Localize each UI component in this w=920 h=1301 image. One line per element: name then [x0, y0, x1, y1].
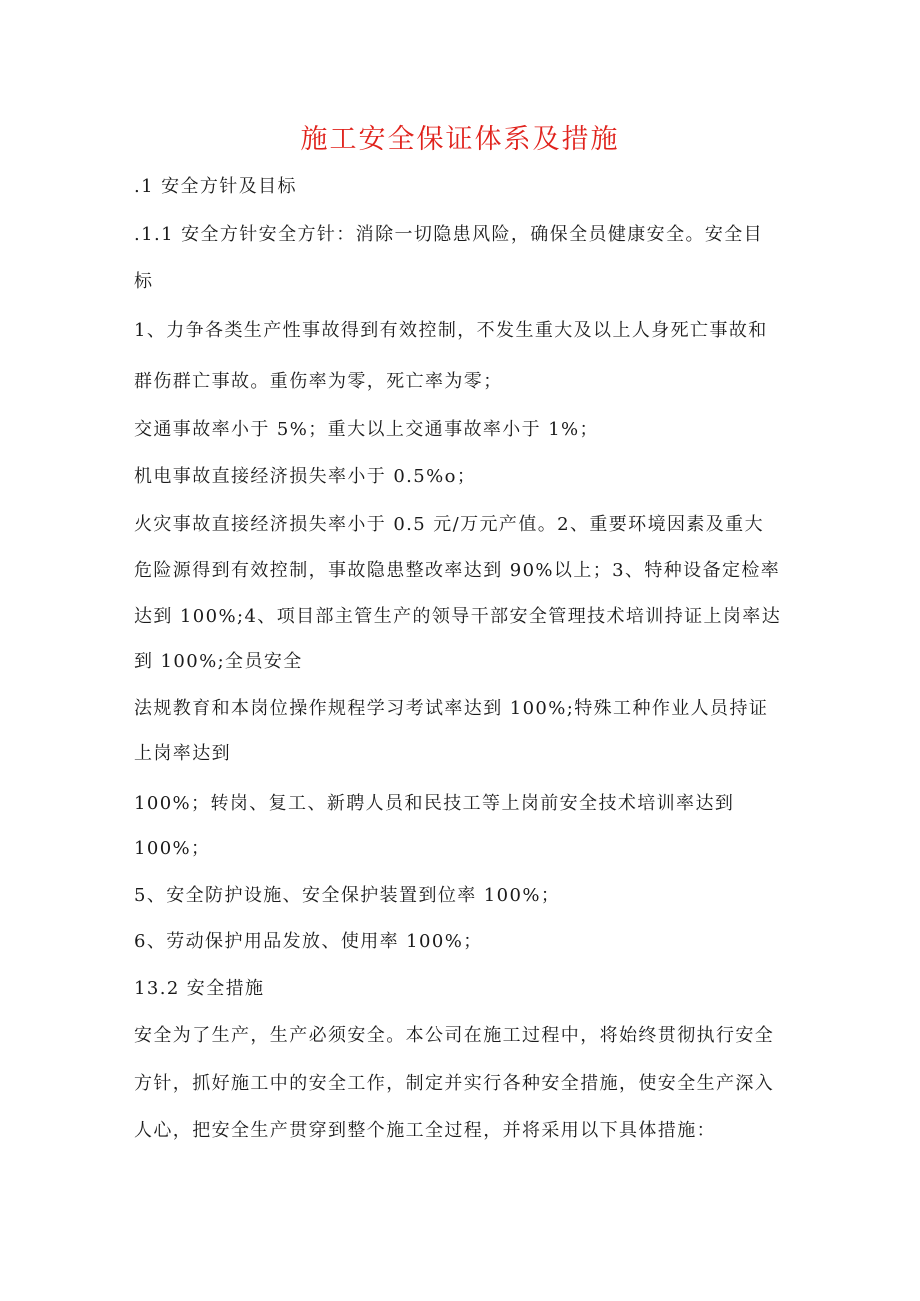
text-line: 人心，把安全生产贯穿到整个施工全过程，并将采用以下具体措施：: [134, 1120, 716, 1141]
text-line: 安全为了生产，生产必须安全。本公司在施工过程中，将始终贯彻执行安全: [134, 1025, 775, 1046]
text-line: 达到 100%;4、项目部主管生产的领导干部安全管理技术培训持证上岗率达: [134, 606, 782, 627]
text-line: 上岗率达到: [134, 743, 231, 764]
text-line: 到 100%;全员安全: [134, 651, 303, 672]
text-line: 交通事故率小于 5%；重大以上交通事故率小于 1%；: [134, 419, 599, 440]
text-line: 100%；: [134, 838, 211, 859]
text-line: .1 安全方针及目标: [134, 176, 297, 197]
text-line: 方针，抓好施工中的安全工作，制定并实行各种安全措施，使安全生产深入: [134, 1073, 775, 1094]
text-line: 法规教育和本岗位操作规程学习考试率达到 100%;特殊工种作业人员持证: [134, 698, 769, 719]
text-line: .1.1 安全方针安全方针：消除一切隐患风险，确保全员健康安全。安全目: [134, 224, 764, 245]
text-line: 100%；转岗、复工、新聘人员和民技工等上岗前安全技术培训率达到: [134, 793, 735, 814]
text-line: 5、安全防护设施、安全保护装置到位率 100%；: [134, 885, 561, 906]
text-line: 危险源得到有效控制，事故隐患整改率达到 90%以上；3、特种设备定检率: [134, 560, 781, 581]
text-line: 标: [134, 271, 154, 292]
text-line: 1、力争各类生产性事故得到有效控制，不发生重大及以上人身死亡事故和: [134, 320, 768, 341]
text-line: 火灾事故直接经济损失率小于 0.5 元/万元产值。2、重要环境因素及重大: [134, 514, 764, 535]
text-line: 6、劳动保护用品发放、使用率 100%；: [134, 931, 483, 952]
text-line: 机电事故直接经济损失率小于 0.5%o；: [134, 466, 477, 487]
text-line: 群伤群亡事故。重伤率为零，死亡率为零；: [134, 371, 503, 392]
section-heading: 13.2 安全措施: [134, 978, 265, 999]
document-title: 施工安全保证体系及措施: [300, 124, 620, 155]
